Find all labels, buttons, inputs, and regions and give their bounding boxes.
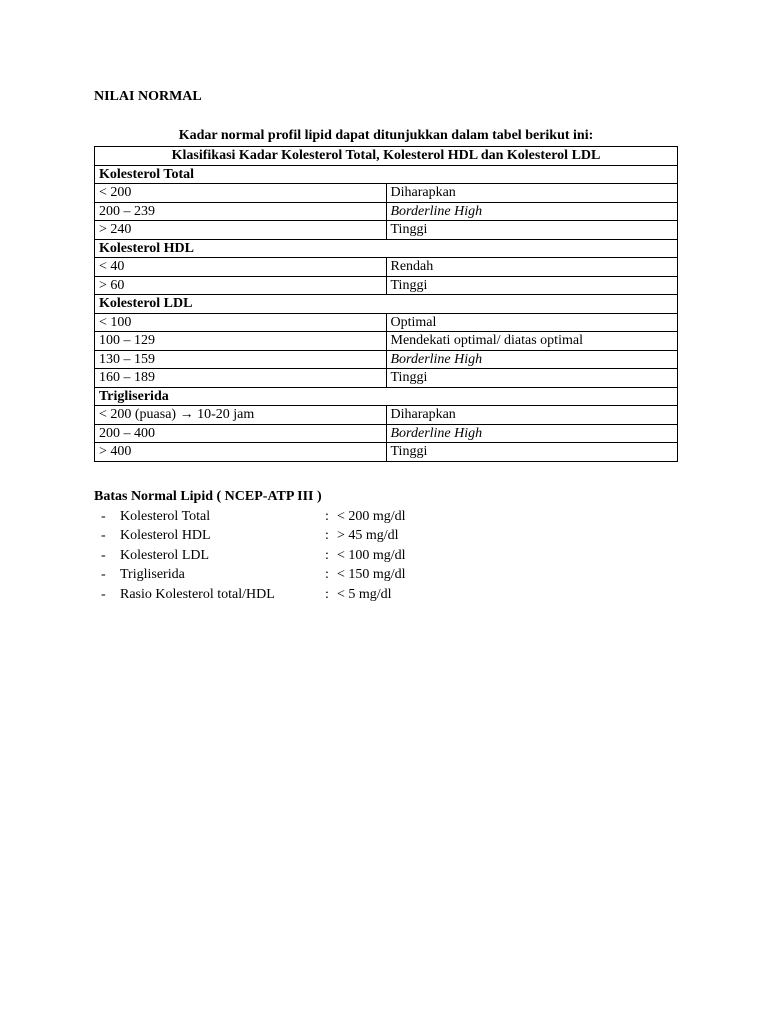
category-cell: Tinggi (386, 276, 678, 295)
limit-name: Kolesterol HDL (120, 528, 211, 544)
table-row (95, 424, 678, 443)
range-cell: < 200 (95, 184, 387, 203)
range-cell: > 400 (95, 443, 387, 462)
category-cell: Borderline High (386, 350, 678, 369)
limit-name: Trigliserida (120, 567, 185, 583)
group-name: Kolesterol Total (95, 165, 678, 184)
limit-separator: : (325, 567, 329, 583)
normal-limits-title: Batas Normal Lipid ( NCEP-ATP III ) (94, 488, 322, 504)
category-cell: Borderline High (386, 424, 678, 443)
category-cell: Mendekati optimal/ diatas optimal (386, 332, 678, 351)
category-cell: Tinggi (386, 221, 678, 240)
table-row (95, 202, 678, 221)
table-row (95, 184, 678, 203)
range-cell: > 60 (95, 276, 387, 295)
category-cell: Tinggi (386, 369, 678, 388)
table-row (95, 406, 678, 425)
list-bullet: - (101, 547, 106, 563)
category-cell: Optimal (386, 313, 678, 332)
page-heading: NILAI NORMAL (94, 89, 202, 104)
range-cell: < 40 (95, 258, 387, 277)
table-row (95, 258, 678, 277)
list-bullet: - (101, 586, 106, 602)
range-cell: 130 – 159 (95, 350, 387, 369)
list-bullet: - (101, 567, 106, 583)
lipid-table-body (95, 147, 678, 462)
table-row (95, 443, 678, 462)
table-group-row (95, 239, 678, 258)
category-cell: Borderline High (386, 202, 678, 221)
table-title: Klasifikasi Kadar Kolesterol Total, Kolesterol HDL dan Kolesterol LDL (95, 147, 678, 166)
list-item (94, 507, 678, 526)
limit-separator: : (325, 547, 329, 563)
table-row (95, 369, 678, 388)
range-cell: < 200 (puasa) → 10-20 jam (95, 406, 387, 425)
table-row (95, 332, 678, 351)
limit-name: Kolesterol LDL (120, 547, 210, 563)
table-row (95, 350, 678, 369)
table-caption: Kadar normal profil lipid dapat ditunjukkan dalam tabel berikut ini: (178, 127, 594, 143)
table-row (95, 313, 678, 332)
list-item (94, 526, 678, 545)
limit-separator: : (325, 528, 329, 544)
category-cell: Rendah (386, 258, 678, 277)
range-cell: > 240 (95, 221, 387, 240)
normal-limits-list (94, 507, 678, 604)
limit-separator: : (325, 508, 329, 524)
group-name: Kolesterol LDL (95, 295, 678, 314)
limit-value: < 5 mg/dl (337, 586, 392, 602)
range-cell: 200 – 400 (95, 424, 387, 443)
table-group-row (95, 165, 678, 184)
group-name: Trigliserida (95, 387, 678, 406)
table-row (95, 221, 678, 240)
limit-value: > 45 mg/dl (337, 528, 399, 544)
list-bullet: - (101, 528, 106, 544)
document-page (94, 88, 678, 604)
range-cell: 160 – 189 (95, 369, 387, 388)
limit-value: < 100 mg/dl (337, 547, 406, 563)
category-cell: Diharapkan (386, 184, 678, 203)
table-row (95, 276, 678, 295)
list-item (94, 546, 678, 565)
limit-value: < 200 mg/dl (337, 508, 406, 524)
limit-name: Kolesterol Total (120, 508, 211, 524)
range-cell: < 100 (95, 313, 387, 332)
range-cell: 100 – 129 (95, 332, 387, 351)
table-group-row (95, 295, 678, 314)
limit-separator: : (325, 586, 329, 602)
category-cell: Tinggi (386, 443, 678, 462)
list-item (94, 585, 678, 604)
lipid-classification-table (94, 146, 678, 462)
category-cell: Diharapkan (386, 406, 678, 425)
group-name: Kolesterol HDL (95, 239, 678, 258)
limit-name: Rasio Kolesterol total/HDL (120, 586, 275, 602)
limit-value: < 150 mg/dl (337, 567, 406, 583)
table-group-row (95, 387, 678, 406)
list-bullet: - (101, 508, 106, 524)
range-cell: 200 – 239 (95, 202, 387, 221)
table-title-row (95, 147, 678, 166)
list-item (94, 565, 678, 584)
